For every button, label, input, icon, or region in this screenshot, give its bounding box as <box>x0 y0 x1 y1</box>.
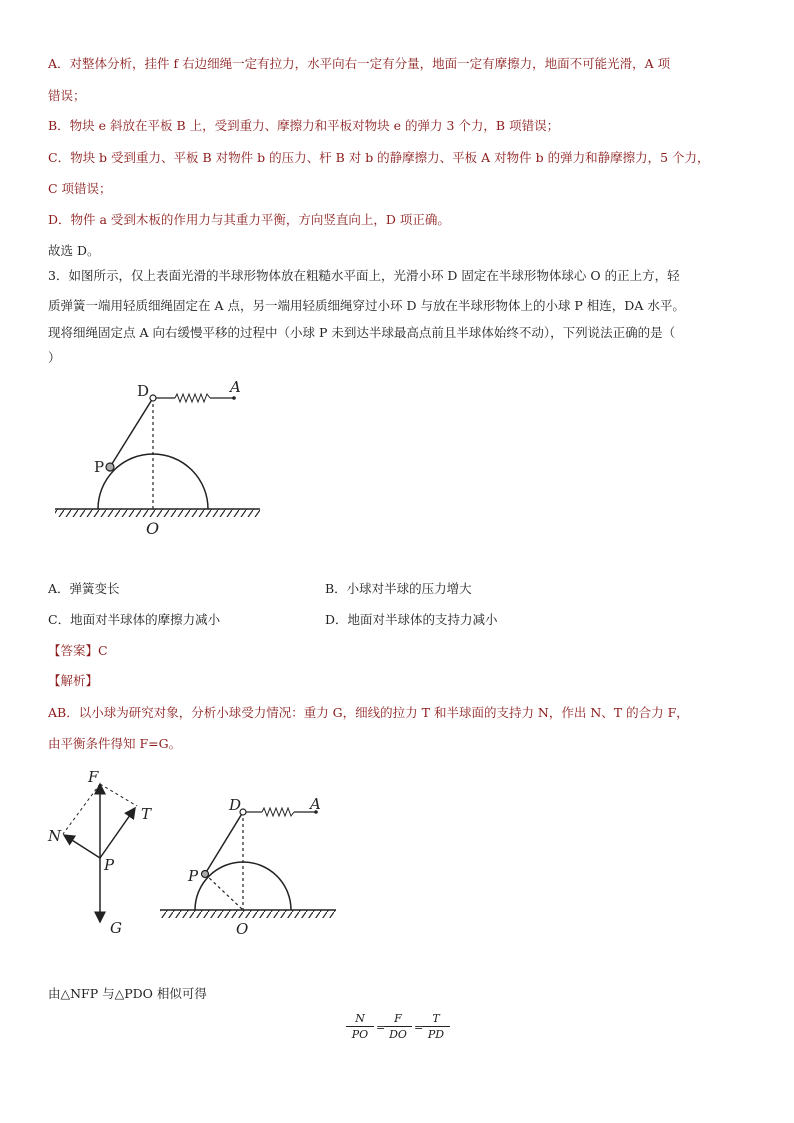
label-A2: A <box>310 795 321 813</box>
answer-label: 【答案】C <box>48 643 108 658</box>
figure-hemisphere-setup <box>50 370 270 540</box>
option-b[interactable]: B．小球对半球的压力增大 <box>325 581 472 596</box>
equals-sign-2: = <box>414 1021 424 1034</box>
label-A: A <box>230 378 241 396</box>
option-c-analysis-line1: C．物块 b 受到重力、平板 B 对物件 b 的压力、杆 B 对 b 的静摩擦力、平板 A 对物件 b 的弹力和静摩擦力，5 个力， <box>48 150 710 165</box>
fraction-N-PO: N PO <box>346 1012 374 1041</box>
option-d[interactable]: D．地面对半球体的支持力减小 <box>325 612 498 627</box>
option-c[interactable]: C．地面对半球体的摩擦力减小 <box>48 612 221 627</box>
equals-sign-1: = <box>376 1021 386 1034</box>
label-F: F <box>88 768 99 786</box>
ab-analysis-line1: AB．以小球为研究对象，分析小球受力情况：重力 G，细线的拉力 T 和半球面的支持力 N，作出 N、T 的合力 F， <box>48 705 689 720</box>
fraction-F-DO: F DO <box>384 1012 412 1041</box>
option-a-analysis-line1: A．对整体分析，挂件 f 右边细绳一定有拉力，水平向右一定有分量，地面一定有摩擦力，地面不可能光滑，A 项 <box>48 56 671 71</box>
label-N: N <box>48 827 62 845</box>
ab-analysis-line2: 由平衡条件得知 F=G。 <box>48 736 182 751</box>
option-b-analysis: B．物块 e 斜放在平板 B 上，受到重力、摩擦力和平板对物块 e 的弹力 3 个力，B 项错误； <box>48 118 560 133</box>
label-O: O <box>146 519 160 538</box>
label-P2: P <box>188 867 199 885</box>
fraction-T-PD: T PD <box>422 1012 450 1041</box>
label-D2: D <box>229 796 242 814</box>
figure-force-diagram <box>40 762 350 942</box>
analysis-label: 【解析】 <box>48 673 99 688</box>
label-P: P <box>94 458 105 476</box>
option-c-analysis-line2: C 项错误； <box>48 181 112 196</box>
label-O2: O <box>236 920 249 938</box>
ratio-equation <box>346 1012 456 1052</box>
label-T: T <box>141 805 152 823</box>
option-a[interactable]: A．弹簧变长 <box>48 581 120 596</box>
question-line2: 质弹簧一端用轻质细绳固定在 A 点，另一端用轻质细绳穿过小环 D 与放在半球形物体上的小球 P 相连，DA 水平。 <box>48 298 685 313</box>
conclusion-text: 故选 D。 <box>48 243 100 258</box>
label-G: G <box>110 919 122 937</box>
option-d-analysis: D．物件 a 受到木板的作用力与其重力平衡，方向竖直向上，D 项正确。 <box>48 212 450 227</box>
question-line1: 3．如图所示，仅上表面光滑的半球形物体放在粗糙水平面上，光滑小环 D 固定在半球形物体球心 O 的正上方，轻 <box>48 268 680 283</box>
option-a-analysis-line2: 错误； <box>48 88 86 103</box>
label-P-force: P <box>104 856 115 874</box>
question-line3: 现将细绳固定点 A 向右缓慢平移的过程中（小球 P 未到达半球最高点前且半球体始终不动），下列说法正确的是（ <box>48 325 676 340</box>
similar-triangles-text: 由△NFP 与△PDO 相似可得 <box>48 986 207 1001</box>
label-D: D <box>137 382 150 400</box>
question-line4: ） <box>48 350 61 365</box>
